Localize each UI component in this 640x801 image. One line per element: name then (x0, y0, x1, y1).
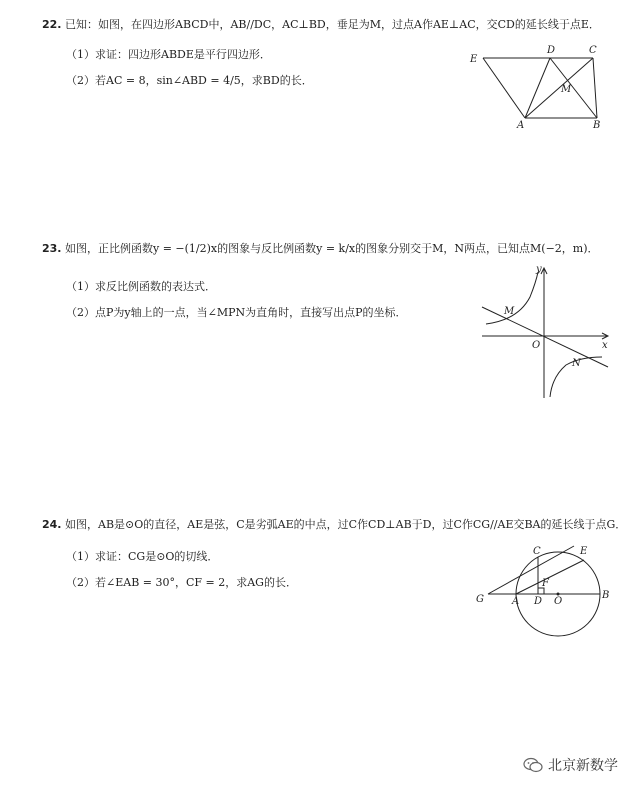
q23-label-N: N (572, 358, 581, 369)
q23-figure (478, 262, 618, 402)
q24-label-G: G (476, 594, 484, 605)
q23-label-M: M (504, 306, 515, 317)
q22-label-D: D (547, 45, 556, 56)
q23-stem-text: 如图，正比例函数y = −(1/2)x的图象与反比例函数y = k/x的图象分别交于M，N两点，已知点M(−2，m)． (65, 242, 599, 255)
q22-label-B: B (593, 120, 601, 131)
watermark-text: 北京新数学 (548, 758, 618, 774)
q24-label-E: E (580, 546, 588, 557)
q23-stem (42, 242, 599, 256)
q23-label-O: O (532, 340, 541, 351)
q22-part1: （1）求证：四边形ABDE是平行四边形． (66, 48, 271, 61)
q23-number: 23. (42, 242, 62, 255)
q24-label-F: F (542, 578, 549, 589)
q24-part2: （2）若∠EAB = 30°，CF = 2，求AG的长． (66, 576, 297, 589)
q23-part1: （1）求反比例函数的表达式． (66, 280, 216, 293)
q22-label-A: A (517, 120, 525, 131)
q24-label-D: D (534, 596, 543, 607)
q24-stem (42, 518, 626, 532)
q24-part1: （1）求证：CG是⊙O的切线． (66, 550, 219, 563)
q23-part2: （2）点P为y轴上的一点，当∠MPN为直角时，直接写出点P的坐标． (66, 306, 407, 319)
q22-figure (465, 40, 625, 130)
q24-label-B: B (602, 590, 610, 601)
q24-label-O: O (554, 596, 563, 607)
q22-stem (42, 18, 600, 32)
q22-label-C: C (589, 45, 597, 56)
q22-label-E: E (470, 54, 478, 65)
q22-part2: （2）若AC = 8，sin∠ABD = 4/5，求BD的长． (66, 74, 313, 87)
watermark (523, 755, 618, 775)
q24-figure (474, 540, 624, 650)
q24-stem-text: 如图，AB是⊙O的直径，AE是弦，C是劣弧AE的中点，过C作CD⊥AB于D，过C作CG//AE交BA的延长线于点G． (65, 518, 627, 531)
q22-stem-text: 已知：如图，在四边形ABCD中，AB//DC，AC⊥BD，垂足为M，过点A作AE⊥AC，交CD的延长线于点E． (65, 18, 600, 31)
q24-number: 24. (42, 518, 62, 531)
wechat-icon (523, 757, 543, 773)
q22-label-M: M (561, 84, 572, 95)
q24-label-A: A (512, 596, 520, 607)
q23-label-y: y (536, 264, 542, 275)
q24-label-C: C (533, 546, 541, 557)
q23-label-x: x (602, 340, 608, 351)
q22-number: 22. (42, 18, 62, 31)
